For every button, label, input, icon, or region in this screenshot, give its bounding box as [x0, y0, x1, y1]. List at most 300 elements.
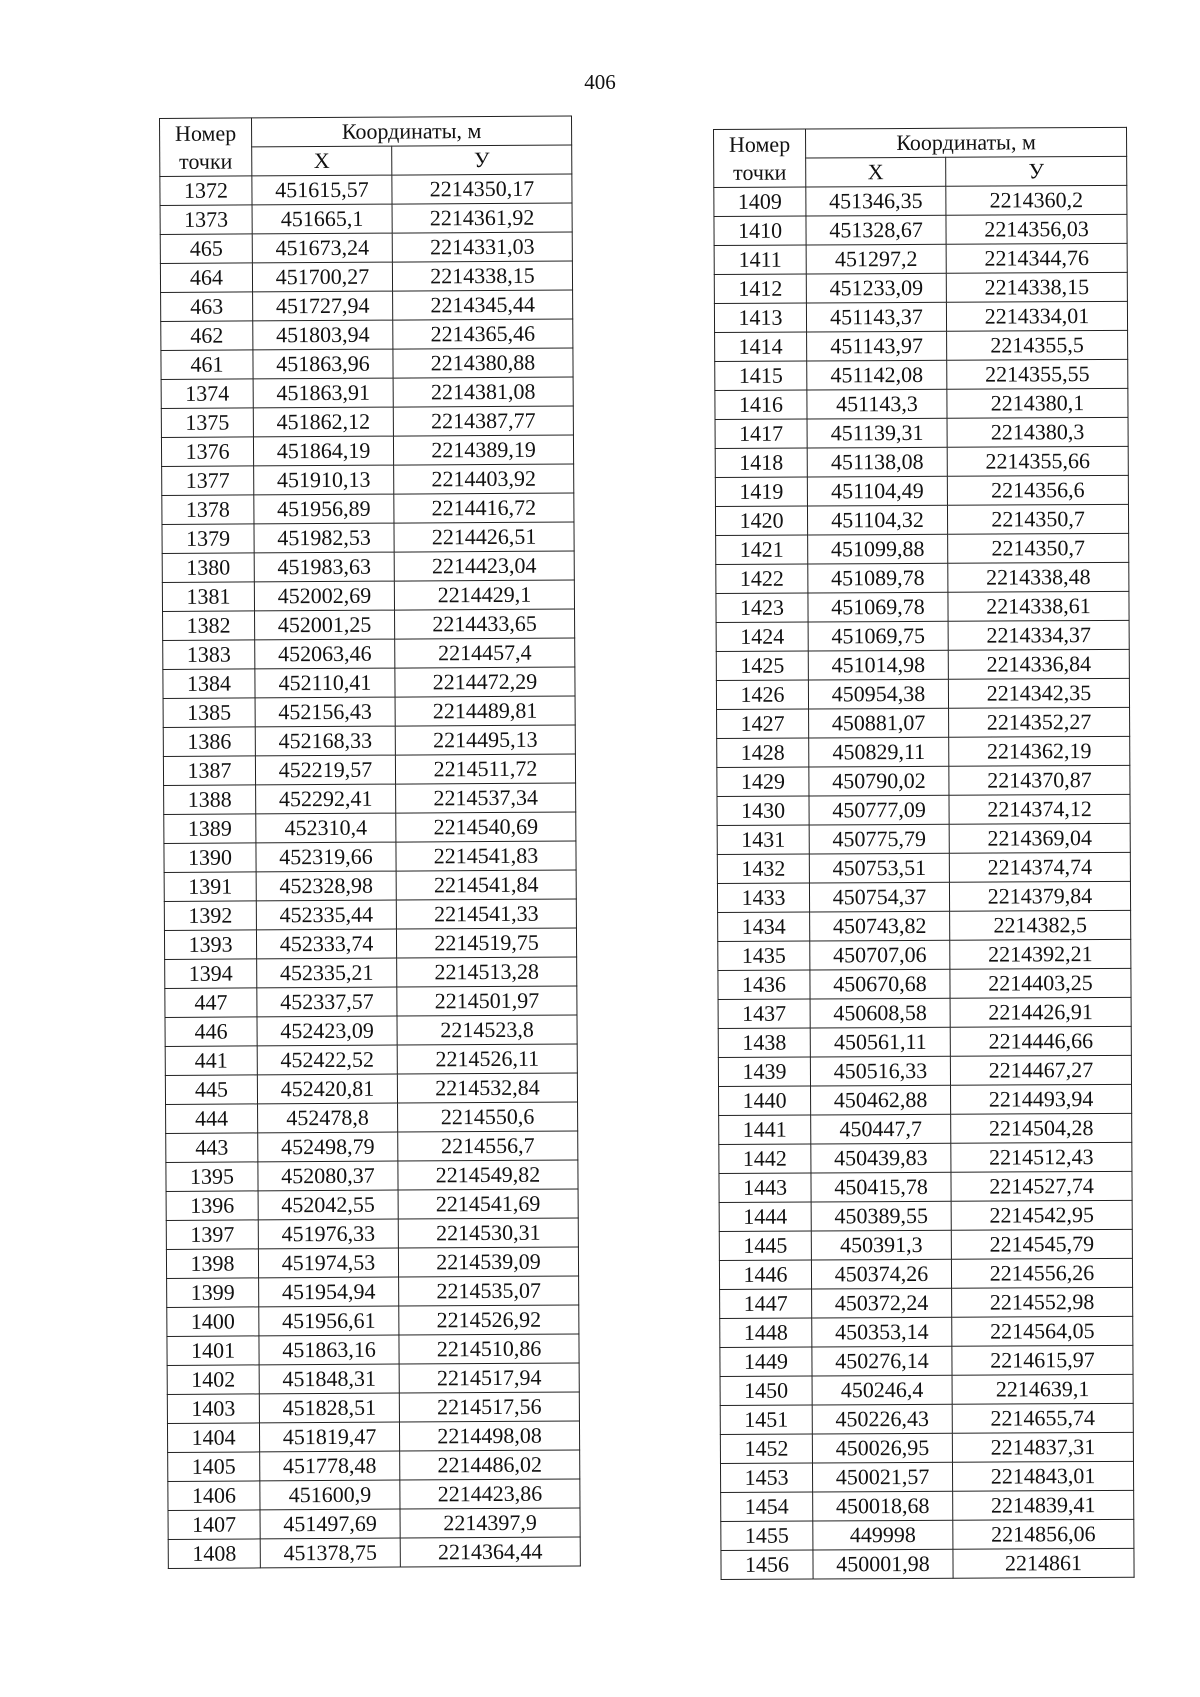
x-coordinate-cell: 450670,68 [810, 969, 950, 999]
point-number-cell: 1410 [714, 216, 806, 245]
point-number-cell: 1400 [167, 1307, 259, 1337]
point-number-cell: 1429 [717, 767, 809, 796]
coordinates-header: Координаты, м [806, 127, 1127, 158]
table-row [715, 504, 1128, 535]
point-number-cell: 1433 [717, 883, 809, 912]
x-coordinate-cell: 452423,09 [257, 1016, 397, 1046]
point-number-cell: 1449 [720, 1347, 812, 1376]
x-coordinate-cell: 452498,79 [258, 1132, 398, 1162]
x-coordinate-cell: 450018,68 [813, 1491, 953, 1521]
table-row [163, 609, 575, 641]
table-row [167, 1276, 579, 1308]
table-row [721, 1548, 1134, 1579]
point-number-cell: 1373 [160, 205, 252, 235]
y-coordinate-cell: 2214380,88 [393, 348, 573, 378]
point-number-cell: 1439 [718, 1057, 810, 1086]
table-row [719, 1200, 1132, 1231]
y-coordinate-cell: 2214457,4 [395, 638, 575, 668]
y-coordinate-cell: 2214549,82 [398, 1160, 578, 1190]
point-number-cell: 1431 [717, 825, 809, 854]
point-number-cell: 1438 [718, 1028, 810, 1057]
table-row [164, 870, 576, 902]
x-coordinate-cell: 450001,98 [813, 1549, 953, 1579]
y-coordinate-cell: 2214369,04 [949, 823, 1130, 853]
point-number-cell: 1375 [161, 408, 253, 438]
table-row [160, 203, 572, 235]
y-coordinate-cell: 2214426,51 [394, 522, 574, 552]
y-coordinate-cell: 2214355,66 [947, 446, 1128, 476]
table-row [717, 823, 1130, 854]
table-row [168, 1479, 580, 1511]
y-coordinate-cell: 2214530,31 [398, 1218, 578, 1248]
point-number-header-line1: Номер [174, 120, 237, 146]
point-number-cell: 1403 [167, 1394, 259, 1424]
x-coordinate-cell: 451828,51 [259, 1393, 399, 1423]
y-coordinate-cell: 2214387,77 [393, 406, 573, 436]
point-number-cell: 1374 [161, 379, 253, 409]
x-column-header: X [806, 157, 946, 187]
y-coordinate-cell: 2214331,03 [392, 232, 572, 262]
x-coordinate-cell: 452422,52 [257, 1045, 397, 1075]
y-coordinate-cell: 2214345,44 [393, 290, 573, 320]
x-coordinate-cell: 450561,11 [810, 1027, 950, 1057]
y-coordinate-cell: 2214364,44 [400, 1537, 580, 1567]
x-coordinate-cell: 451600,9 [260, 1480, 400, 1510]
x-coordinate-cell: 450777,09 [809, 795, 949, 825]
point-number-cell: 1451 [720, 1405, 812, 1434]
point-number-cell: 1425 [716, 651, 808, 680]
x-coordinate-cell: 451139,31 [807, 418, 947, 448]
x-coordinate-cell: 450608,58 [810, 998, 950, 1028]
point-number-cell: 1413 [714, 303, 806, 332]
y-coordinate-cell: 2214397,9 [400, 1508, 580, 1538]
x-coordinate-cell: 450881,07 [809, 708, 949, 738]
point-number-cell: 1404 [167, 1423, 259, 1453]
x-coordinate-cell: 452063,46 [255, 639, 395, 669]
y-coordinate-cell: 2214350,17 [392, 174, 572, 204]
table-row [718, 968, 1131, 999]
y-coordinate-cell: 2214350,7 [947, 504, 1128, 534]
y-coordinate-cell: 2214360,2 [946, 185, 1127, 215]
point-number-header [160, 118, 252, 177]
point-number-cell: 1388 [164, 785, 256, 815]
x-coordinate-cell: 452333,74 [256, 929, 396, 959]
point-number-cell: 1450 [720, 1376, 812, 1405]
point-number-cell: 1384 [163, 669, 255, 699]
table-row [166, 1102, 578, 1134]
y-coordinate-cell: 2214472,29 [395, 667, 575, 697]
x-coordinate-cell: 451089,78 [808, 563, 948, 593]
y-coordinate-cell: 2214511,72 [395, 754, 575, 784]
table-row [716, 678, 1129, 709]
point-number-header-line2: точки [733, 159, 787, 185]
x-coordinate-cell: 452420,81 [257, 1074, 397, 1104]
table-row [720, 1432, 1133, 1463]
point-number-cell: 1416 [715, 390, 807, 419]
table-row [161, 377, 573, 409]
point-number-cell: 1446 [719, 1260, 811, 1289]
table-row [720, 1403, 1133, 1434]
y-coordinate-cell: 2214446,66 [950, 1026, 1131, 1056]
point-number-cell: 1401 [167, 1336, 259, 1366]
y-coordinate-cell: 2214539,09 [398, 1247, 578, 1277]
y-coordinate-cell: 2214334,37 [948, 620, 1129, 650]
x-coordinate-cell: 450415,78 [811, 1172, 951, 1202]
x-coordinate-cell: 452001,25 [255, 610, 395, 640]
table-row [162, 551, 574, 583]
table-row [718, 1026, 1131, 1057]
x-coordinate-cell: 450516,33 [810, 1056, 950, 1086]
y-coordinate-cell: 2214615,97 [952, 1345, 1133, 1375]
x-coordinate-cell: 451976,33 [258, 1219, 398, 1249]
point-number-cell: 1419 [715, 477, 807, 506]
table-row [719, 1171, 1132, 1202]
point-number-cell: 1420 [715, 506, 807, 535]
x-coordinate-cell: 450829,11 [809, 737, 949, 767]
page-number: 406 [584, 70, 616, 94]
x-coordinate-cell: 451863,16 [259, 1335, 399, 1365]
point-number-cell: 1435 [718, 941, 810, 970]
point-number-header-line2: точки [179, 148, 233, 174]
x-coordinate-cell: 451954,94 [259, 1277, 399, 1307]
x-coordinate-cell: 451143,37 [806, 302, 946, 332]
x-coordinate-cell: 451142,08 [807, 360, 947, 390]
point-number-cell: 1455 [721, 1521, 813, 1550]
table-row [160, 232, 572, 264]
x-coordinate-cell: 452292,41 [256, 784, 396, 814]
y-coordinate-cell: 2214365,46 [393, 319, 573, 349]
point-number-cell: 1417 [715, 419, 807, 448]
x-coordinate-cell: 451982,53 [254, 523, 394, 553]
y-coordinate-cell: 2214556,7 [398, 1131, 578, 1161]
y-coordinate-cell: 2214545,79 [951, 1229, 1132, 1259]
point-number-cell: 1445 [719, 1231, 811, 1260]
y-coordinate-cell: 2214403,25 [950, 968, 1131, 998]
x-coordinate-cell: 452042,55 [258, 1190, 398, 1220]
y-coordinate-cell: 2214423,04 [394, 551, 574, 581]
y-coordinate-cell: 2214356,6 [947, 475, 1128, 505]
x-coordinate-cell: 450707,06 [810, 940, 950, 970]
table-row [162, 580, 574, 612]
table-row [166, 1218, 578, 1250]
table-row [715, 388, 1128, 419]
table-row [163, 725, 575, 757]
coordinates-table-left [159, 115, 581, 1568]
y-coordinate-cell: 2214861 [953, 1548, 1134, 1578]
coordinates-table-right [713, 127, 1135, 1580]
table-row [161, 435, 573, 467]
table-row [164, 812, 576, 844]
table-row [164, 783, 576, 815]
table-row [719, 1258, 1132, 1289]
point-number-cell: 441 [165, 1046, 257, 1076]
table-row [720, 1345, 1133, 1376]
x-coordinate-cell: 452337,57 [257, 987, 397, 1017]
y-coordinate-cell: 2214433,65 [395, 609, 575, 639]
point-number-cell: 1443 [719, 1173, 811, 1202]
point-number-cell: 1444 [719, 1202, 811, 1231]
x-coordinate-cell: 450743,82 [810, 911, 950, 941]
x-coordinate-cell: 450276,14 [812, 1346, 952, 1376]
y-coordinate-cell: 2214495,13 [395, 725, 575, 755]
x-coordinate-cell: 451665,1 [252, 204, 392, 234]
table-row [166, 1189, 578, 1221]
table-row [717, 765, 1130, 796]
table-row [716, 591, 1129, 622]
y-coordinate-cell: 2214526,92 [399, 1305, 579, 1335]
y-coordinate-cell: 2214856,06 [953, 1519, 1134, 1549]
point-number-cell: 443 [166, 1133, 258, 1163]
y-coordinate-cell: 2214381,08 [393, 377, 573, 407]
x-coordinate-cell: 451863,96 [253, 349, 393, 379]
point-number-cell: 1398 [166, 1249, 258, 1279]
table-row [719, 1084, 1132, 1115]
point-number-cell: 1376 [161, 437, 253, 467]
y-coordinate-cell: 2214382,5 [950, 910, 1131, 940]
table-row [164, 841, 576, 873]
table-row [715, 446, 1128, 477]
point-number-cell: 463 [161, 292, 253, 322]
x-coordinate-cell: 452335,44 [256, 900, 396, 930]
table-row [721, 1519, 1134, 1550]
x-coordinate-cell: 452219,57 [255, 755, 395, 785]
y-coordinate-cell: 2214837,31 [952, 1432, 1133, 1462]
y-column-header: У [392, 145, 572, 175]
x-coordinate-cell: 452002,69 [254, 581, 394, 611]
y-coordinate-cell: 2214512,43 [951, 1142, 1132, 1172]
y-coordinate-cell: 2214541,33 [396, 899, 576, 929]
x-coordinate-cell: 451328,67 [806, 215, 946, 245]
table-row [716, 649, 1129, 680]
y-coordinate-cell: 2214542,95 [951, 1200, 1132, 1230]
x-coordinate-cell: 451297,2 [806, 244, 946, 274]
point-number-cell: 1411 [714, 245, 806, 274]
table-row [167, 1334, 579, 1366]
x-coordinate-cell: 451778,48 [260, 1451, 400, 1481]
x-coordinate-cell: 450439,83 [811, 1143, 951, 1173]
y-coordinate-cell: 2214416,72 [394, 493, 574, 523]
table-row [162, 522, 574, 554]
table-row [716, 620, 1129, 651]
point-number-cell: 446 [165, 1017, 257, 1047]
table-row [166, 1247, 578, 1279]
table-row [720, 1374, 1133, 1405]
table-row [167, 1305, 579, 1337]
point-number-cell: 1442 [719, 1144, 811, 1173]
point-number-cell: 1397 [166, 1220, 258, 1250]
table-row [715, 330, 1128, 361]
y-coordinate-cell: 2214513,28 [397, 957, 577, 987]
point-number-cell: 1440 [719, 1086, 811, 1115]
x-coordinate-cell: 451700,27 [252, 262, 392, 292]
point-number-header-line1: Номер [728, 131, 791, 157]
y-coordinate-cell: 2214517,94 [399, 1363, 579, 1393]
x-coordinate-cell: 450790,02 [809, 766, 949, 796]
x-coordinate-cell: 450374,26 [811, 1259, 951, 1289]
x-coordinate-cell: 450775,79 [809, 824, 949, 854]
point-number-cell: 1382 [163, 611, 255, 641]
table-row [165, 986, 577, 1018]
y-coordinate-cell: 2214639,1 [952, 1374, 1133, 1404]
point-number-cell: 447 [165, 988, 257, 1018]
point-number-cell: 1421 [716, 535, 808, 564]
point-number-cell: 1385 [163, 698, 255, 728]
y-coordinate-cell: 2214336,84 [948, 649, 1129, 679]
point-number-cell: 1395 [166, 1162, 258, 1192]
y-coordinate-cell: 2214526,11 [397, 1044, 577, 1074]
point-number-cell: 1434 [718, 912, 810, 941]
x-coordinate-cell: 449998 [813, 1520, 953, 1550]
point-number-cell: 1414 [715, 332, 807, 361]
x-coordinate-cell: 451673,24 [252, 233, 392, 263]
table-row [165, 957, 577, 989]
table-row [714, 243, 1127, 274]
point-number-cell: 1393 [164, 930, 256, 960]
table-row [719, 1113, 1132, 1144]
table-row [719, 1229, 1132, 1260]
point-number-cell: 1402 [167, 1365, 259, 1395]
y-coordinate-cell: 2214535,07 [399, 1276, 579, 1306]
x-coordinate-cell: 451983,63 [254, 552, 394, 582]
table-row [721, 1490, 1134, 1521]
x-coordinate-cell: 451233,09 [806, 273, 946, 303]
x-coordinate-cell: 452310,4 [256, 813, 396, 843]
y-coordinate-cell: 2214532,84 [397, 1073, 577, 1103]
point-number-cell: 1379 [162, 524, 254, 554]
point-number-cell: 462 [161, 321, 253, 351]
y-coordinate-cell: 2214355,5 [947, 330, 1128, 360]
x-coordinate-cell: 450391,3 [811, 1230, 951, 1260]
point-number-cell: 1447 [720, 1289, 812, 1318]
point-number-cell: 1383 [163, 640, 255, 670]
table-row [714, 272, 1127, 303]
table-row [716, 562, 1129, 593]
table-row [164, 899, 576, 931]
table-row [161, 348, 573, 380]
table-row [167, 1363, 579, 1395]
point-number-cell: 1454 [721, 1492, 813, 1521]
table-row [161, 406, 573, 438]
y-coordinate-cell: 2214355,55 [947, 359, 1128, 389]
point-number-header [714, 129, 806, 187]
point-number-cell: 1389 [164, 814, 256, 844]
table-row [719, 1142, 1132, 1173]
x-coordinate-cell: 451956,89 [254, 494, 394, 524]
x-coordinate-cell: 452168,33 [255, 726, 395, 756]
point-number-cell: 1378 [162, 495, 254, 525]
point-number-cell: 1441 [719, 1115, 811, 1144]
y-coordinate-cell: 2214467,27 [950, 1055, 1131, 1085]
x-coordinate-cell: 451143,3 [807, 389, 947, 419]
x-coordinate-cell: 452478,8 [258, 1103, 398, 1133]
y-coordinate-cell: 2214486,02 [400, 1450, 580, 1480]
y-coordinate-cell: 2214379,84 [949, 881, 1130, 911]
point-number-cell: 1406 [168, 1481, 260, 1511]
point-number-cell: 1418 [715, 448, 807, 477]
table-row [160, 174, 572, 206]
x-coordinate-cell: 451346,35 [806, 186, 946, 216]
x-coordinate-cell: 450226,43 [812, 1404, 952, 1434]
point-number-cell: 445 [165, 1075, 257, 1105]
y-coordinate-cell: 2214523,8 [397, 1015, 577, 1045]
table-row [717, 881, 1130, 912]
table-row [162, 464, 574, 496]
x-coordinate-cell: 452156,43 [255, 697, 395, 727]
point-number-cell: 1448 [720, 1318, 812, 1347]
point-number-cell: 1432 [717, 854, 809, 883]
point-number-cell: 1412 [714, 274, 806, 303]
x-coordinate-cell: 450462,88 [811, 1085, 951, 1115]
table-row [168, 1537, 580, 1569]
point-number-cell: 1427 [717, 709, 809, 738]
y-coordinate-cell: 2214498,08 [399, 1421, 579, 1451]
table-body-right [714, 185, 1134, 1579]
table-row [716, 533, 1129, 564]
y-coordinate-cell: 2214501,97 [397, 986, 577, 1016]
y-coordinate-cell: 2214362,19 [949, 736, 1130, 766]
y-coordinate-cell: 2214389,19 [393, 435, 573, 465]
y-coordinate-cell: 2214361,92 [392, 203, 572, 233]
table-row [717, 707, 1130, 738]
point-number-cell: 1387 [163, 756, 255, 786]
x-coordinate-cell: 451138,08 [807, 447, 947, 477]
table-row [714, 301, 1127, 332]
point-number-cell: 1430 [717, 796, 809, 825]
point-number-cell: 1407 [168, 1510, 260, 1540]
table-row [715, 417, 1128, 448]
x-coordinate-cell: 452319,66 [256, 842, 396, 872]
y-coordinate-cell: 2214429,1 [394, 580, 574, 610]
point-number-cell: 1380 [162, 553, 254, 583]
y-coordinate-cell: 2214843,01 [952, 1461, 1133, 1491]
x-coordinate-cell: 450447,7 [811, 1114, 951, 1144]
x-coordinate-cell: 451956,61 [259, 1306, 399, 1336]
table-row [161, 290, 573, 322]
point-number-cell: 444 [166, 1104, 258, 1134]
point-number-cell: 1394 [165, 959, 257, 989]
x-coordinate-cell: 451069,75 [808, 621, 948, 651]
point-number-cell: 1408 [168, 1539, 260, 1569]
y-column-header: У [946, 156, 1127, 186]
x-coordinate-cell: 451104,32 [807, 505, 947, 535]
table-row [718, 910, 1131, 941]
table-row [165, 1073, 577, 1105]
y-coordinate-cell: 2214489,81 [395, 696, 575, 726]
point-number-cell: 1391 [164, 872, 256, 902]
y-coordinate-cell: 2214370,87 [949, 765, 1130, 795]
x-coordinate-cell: 452110,41 [255, 668, 395, 698]
table-row [166, 1131, 578, 1163]
x-coordinate-cell: 450021,57 [812, 1462, 952, 1492]
y-coordinate-cell: 2214839,41 [953, 1490, 1134, 1520]
y-coordinate-cell: 2214356,03 [946, 214, 1127, 244]
table-row [163, 667, 575, 699]
point-number-cell: 1415 [715, 361, 807, 390]
x-coordinate-cell: 452080,37 [258, 1161, 398, 1191]
point-number-cell: 1399 [167, 1278, 259, 1308]
table-row [718, 997, 1131, 1028]
x-coordinate-cell: 451727,94 [253, 291, 393, 321]
x-coordinate-cell: 450389,55 [811, 1201, 951, 1231]
table-row [163, 638, 575, 670]
table-row [720, 1287, 1133, 1318]
x-coordinate-cell: 450026,95 [812, 1433, 952, 1463]
x-coordinate-cell: 451615,57 [252, 175, 392, 205]
x-coordinate-cell: 450754,37 [809, 882, 949, 912]
table-body-left [160, 174, 581, 1568]
y-coordinate-cell: 2214338,15 [946, 272, 1127, 302]
x-coordinate-cell: 451819,47 [259, 1422, 399, 1452]
